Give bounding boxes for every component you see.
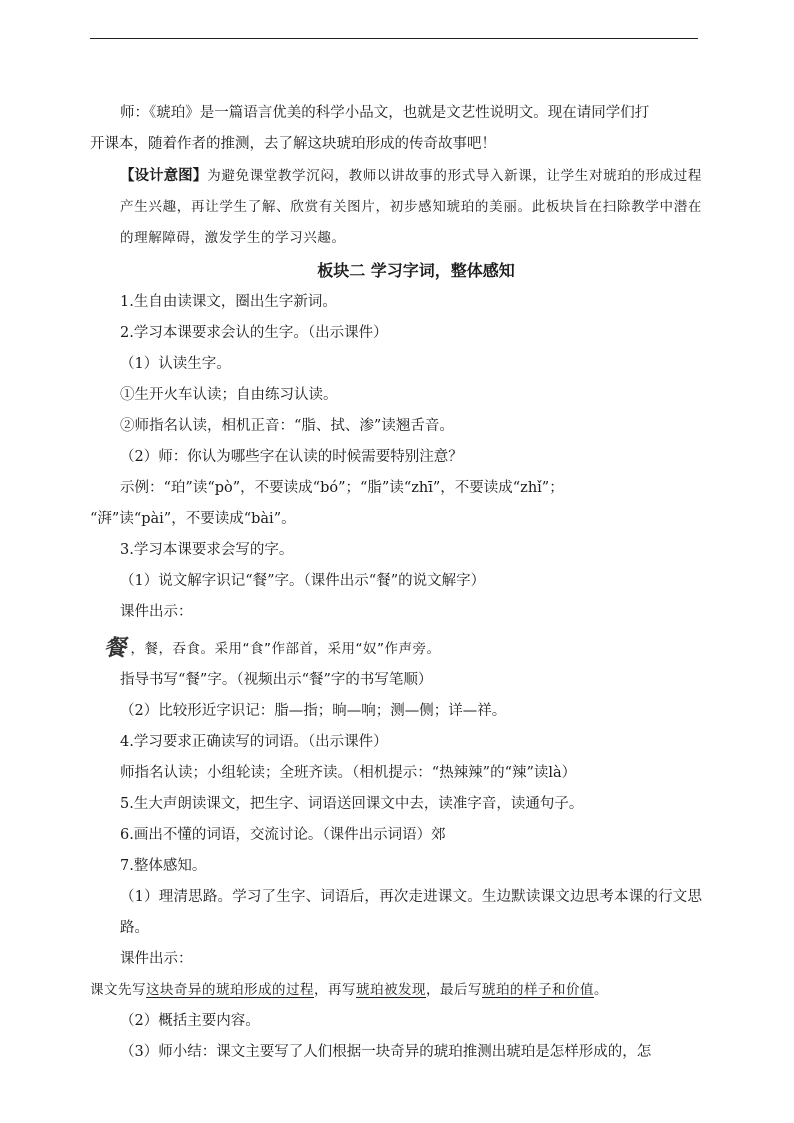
item-7: 7.整体感知。 bbox=[120, 858, 207, 874]
seal-script-text: ，餐，吞食。采用“食”作部首，采用“奴”作声旁。 bbox=[130, 640, 441, 657]
item-3-guide: 指导书写“餐”字。（视频出示“餐”字的书写笔顺） bbox=[120, 672, 433, 688]
courseware-label-2: 课件出示： bbox=[120, 951, 193, 967]
courseware-outline bbox=[90, 975, 702, 1006]
item-3-2: （2）比较形近字识记：脂—指；晌—响；测—侧；详—祥。 bbox=[120, 703, 507, 719]
item-4-read: 师指名认读；小组轮读；全班齐读。（相机提示：“热辣辣”的“辣”读là） bbox=[120, 765, 577, 781]
outline-underline-found: 琥珀被发现 bbox=[356, 982, 426, 998]
intro-line-1: 师：《琥珀》是一篇语言优美的科学小品文，也就是文艺性说明文。现在请同学们打 bbox=[120, 105, 650, 121]
item-2-1-a: ①生开火车认读；自由练习认读。 bbox=[120, 387, 338, 403]
design-intent-tag: 【设计意图】 bbox=[120, 167, 208, 184]
item-7-1: （1）理清思路。学习了生字、词语后，再次走进课文。生边默读课文边思考本课的行文思路。 bbox=[120, 889, 702, 936]
item-3: 3.学习本课要求会写的字。 bbox=[120, 542, 294, 558]
item-6: 6.画出不懂的词语，交流讨论。（课件出示词语）郊 bbox=[120, 827, 446, 843]
example-line-1: 示例：“珀”读“pò”，不要读成“bó”；“脂”读“zhī”，不要读成“zhǐ”； bbox=[120, 480, 564, 496]
design-intent-text: 为避免课堂教学沉闷，教师以讲故事的形式导入新课，让学生对琥珀的形成过程产生兴趣，再让学生了解、欣赏有关图片，初步感知琥珀的美丽。此板块旨在扫除教学中潜在的理解障碍，激发学生的学习兴趣。 bbox=[120, 168, 703, 246]
header-rule bbox=[90, 38, 698, 39]
section-title: 板块二 学习字词，整体感知 bbox=[317, 261, 515, 280]
item-3-1: （1）说文解字识记“餐”字。（课件出示“餐”的说文解字） bbox=[120, 573, 486, 589]
outline-text-c: ，再写 bbox=[314, 982, 356, 998]
item-4: 4.学习要求正确读写的词语。（出示课件） bbox=[120, 734, 388, 750]
item-2-1-b: ②师指名认读，相机正音：“脂、拭、渗”读翘舌音。 bbox=[120, 418, 454, 434]
item-5: 5.生大声朗读课文，把生字、词语送回课文中去，读准字音，读通句子。 bbox=[120, 796, 584, 812]
document-body bbox=[90, 98, 702, 1068]
outline-text-g: 。 bbox=[594, 982, 608, 998]
outline-underline-value: 琥珀的样子和价值 bbox=[482, 982, 594, 998]
item-2-2: （2）师：你认为哪些字在认读的时候需要特别注意？ bbox=[120, 449, 463, 465]
seal-script-glyph: 餐 bbox=[102, 635, 131, 661]
design-intent bbox=[90, 160, 702, 254]
item-7-3: （3）师小结：课文主要写了人们根据一块奇异的琥珀推测出琥珀是怎样形成的，怎 bbox=[120, 1044, 652, 1060]
item-2: 2.学习本课要求会认的生字。（出示课件） bbox=[120, 325, 388, 341]
item-7-2: （2）概括主要内容。 bbox=[120, 1013, 260, 1029]
example-line-2: “湃”读“pài”，不要读成“bài”。 bbox=[90, 511, 296, 527]
intro-line-2: 开课本，随着作者的推测，去了解这块琥珀形成的传奇故事吧！ bbox=[90, 136, 496, 152]
seal-script-row bbox=[90, 628, 702, 665]
item-1: 1.生自由读课文，圈出生字新词。 bbox=[120, 294, 337, 310]
outline-text-e: ，最后写 bbox=[426, 982, 482, 998]
courseware-label-1: 课件出示： bbox=[120, 604, 193, 620]
outline-underline-process: 这块奇异的琥珀形成的过程 bbox=[146, 982, 314, 998]
item-2-1: （1）认读生字。 bbox=[120, 356, 231, 372]
outline-text-a: 课文先写 bbox=[90, 982, 146, 998]
